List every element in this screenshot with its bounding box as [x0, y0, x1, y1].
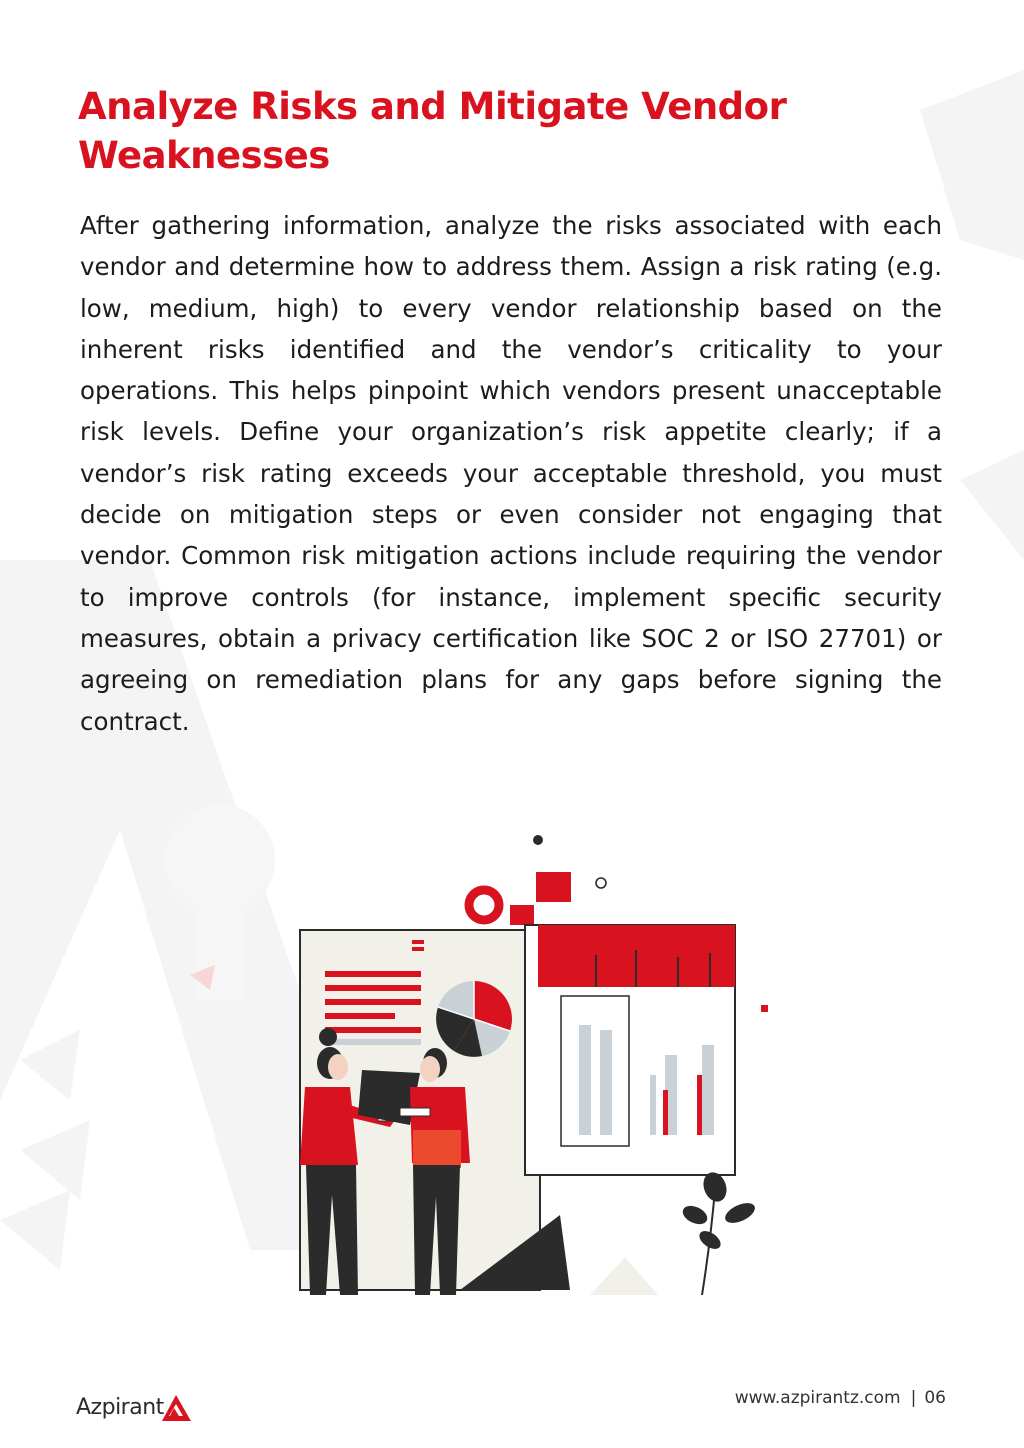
footer-info — [735, 1388, 946, 1408]
decor-dot — [533, 835, 543, 845]
decor-red-square — [536, 872, 571, 902]
website-link[interactable]: www.azpirantz.com — [734, 1388, 901, 1408]
company-logo — [76, 1382, 192, 1422]
decor-small-square — [761, 1005, 768, 1012]
decor-ring — [596, 878, 606, 888]
decor-red-ring — [469, 890, 499, 920]
body-paragraph: After gathering information, analyze the risks associated with each vendor and determine how to address them. Assign a risk rating (e.g. low, medium, high) to every vendor relationship based on the inherent risks identified and the vendor’s criticality to your operations. This helps pinpoint which vendors present unacceptable risk levels. Define your organization’s risk appetite clearly; if a vendor’s risk rating exceeds your acceptable threshold, you must decide on mitigation steps or even consider not engaging that vendor. Common risk mitigation actions include requiring the vendor to improve controls (for instance, implement specific security measures, obtain a privacy certification like SOC 2 or ISO 27701) or agreeing on remediation plans for any gaps before signing the contract. — [80, 211, 942, 736]
business-analytics-illustration — [270, 825, 790, 1315]
plant-graphic — [680, 1169, 758, 1295]
page-number: 06 — [924, 1388, 946, 1408]
logo-text: Azpirant — [76, 1395, 164, 1420]
page-title: Analyze Risks and Mitigate Vendor Weaknesses — [78, 85, 787, 177]
pie-chart-graphic — [436, 981, 512, 1057]
logo-triangle-icon — [162, 1394, 192, 1422]
decor-red-tag — [510, 905, 534, 925]
footer-separator: | — [910, 1388, 917, 1408]
